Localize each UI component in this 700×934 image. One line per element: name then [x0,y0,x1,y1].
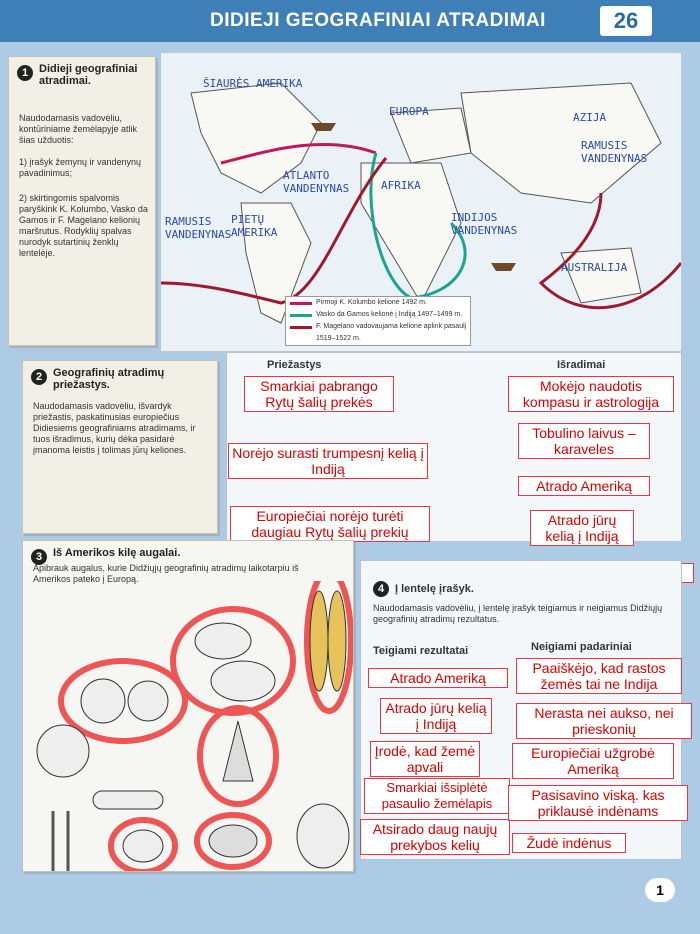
task1-body: Naudodamasis vadovėliu, kontūriniame žemėlapyje atlik šias užduotis: [19,113,138,145]
map-label-north-america: ŠIAURĖS AMERIKA [203,77,303,90]
footer-page-number: 1 [645,878,675,902]
invention-3: Atrado Ameriką [518,476,650,496]
cucumber-icon [93,791,163,809]
cause-1: Smarkiai pabrango Rytų šalių prekės [244,376,394,412]
tobacco-icon [223,721,253,781]
tomato-icon [81,679,125,723]
map-label-australia: AUSTRALIJA [561,261,628,274]
task4-title: Į lentelę įrašyk. [395,583,474,595]
legend-item-columbus [286,297,470,309]
task1-title: Didieji geografiniai atradimai. [39,63,138,87]
col-inventions: Išradimai [557,359,606,371]
task2-number: 2 [31,369,47,385]
wheat-icon [53,811,68,871]
pineapple-icon [297,804,349,868]
task1-number: 1 [17,65,33,81]
task1-step2: 2) skirtingomis spalvomis paryškink K. Kolumbo, Vasko da Gamos ir F. Magelano kelionių maršrutus. Rodyklių spalvas nurodyk sutartinių ženklų lentelėje. [19,193,148,258]
legend-swatch [290,326,312,329]
legend-swatch [290,314,312,317]
cause-2: Norėjo surasti trumpesnį kelią į Indiją [228,443,428,479]
map-legend [285,296,471,346]
map-label-atlantic: ATLANTO VANDENYNAS [283,169,350,195]
task3-body: Apibrauk augalus, kurie Didžiųjų geografinių atradimų laikotarpiu iš Amerikos pateko į Europą. [33,563,299,584]
task3-number: 3 [31,549,47,565]
positive-5: Atsirado daug naujų prekybos kelių [360,819,510,855]
task4-number: 4 [373,581,389,597]
legend-item-gama [286,309,470,321]
pepper-icon [123,830,163,862]
map-label-europe: EUROPA [389,105,429,118]
positive-4: Smarkiai išsiplėtė pasaulio žemėlapis [364,778,510,814]
task3-card [22,540,354,872]
legend-text: Vasko da Gamos kelionė į Indiją 1497–1499 m. [316,311,463,318]
invention-1: Mokėjo naudotis kompasu ir astrologija [508,376,674,412]
negative-5: Žudė indėnus [512,833,626,853]
map-label-pacific-east: RAMUSIS VANDENYNAS [581,139,648,165]
legend-item-magellan [286,321,470,342]
task3-title: Iš Amerikos kilę augalai. [53,547,181,559]
map-label-africa: AFRIKA [381,179,421,192]
invention-2: Tobulino laivus – karaveles [518,423,650,459]
legend-text: F. Magelano vadovaujama kelionė aplink pasaulį 1519–1522 m. [316,323,467,342]
positive-2: Atrado jūrų kelią į Indiją [380,698,492,734]
legend-swatch [290,302,312,305]
page-number-badge: 26 [600,6,652,36]
cabbage-icon [37,725,89,777]
corn-icon [310,591,328,691]
task2-title: Geografinių atradimų priežastys. [53,367,165,391]
map-label-pacific-west: RAMUSIS VANDENYNAS [165,215,232,241]
cause-3: Europiečiai norėjo turėti daugiau Rytų šalių prekių [230,506,430,542]
map-label-indian-ocean: INDIJOS VANDENYNAS [451,211,518,237]
negative-2: Nerasta nei aukso, nei prieskonių [516,703,692,739]
col-positive: Teigiami rezultatai [373,645,469,657]
task2-body: Naudodamasis vadovėliu, išvardyk priežastis, paskatinusias europiečius Didiesiems geografiniams atradimams, ir tuos išradimus, kurių dėka pasidarė įmanoma leistis į tolimas jūrų keliones. [33,401,196,455]
task1-card [8,56,156,346]
map-label-asia: AZIJA [573,111,607,124]
task1-step1: 1) įrašyk žemynų ir vandenynų pavadinimus; [19,157,142,178]
legend-text: Pirmoji K. Kolumbo kelionė 1492 m. [316,299,427,306]
plants-illustration [23,581,353,871]
col-causes: Priežastys [267,359,322,371]
potato-icon [195,623,251,659]
map-label-south-america: PIETŲ AMERIKA [231,213,278,239]
col-negative: Neigiami padariniai [531,641,632,653]
positive-1: Atrado Ameriką [368,668,508,688]
negative-3: Europiečiai užgrobė Ameriką [512,743,674,779]
negative-1: Paaiškėjo, kad rastos žemės tai ne Indija [516,658,682,694]
page-header [0,0,700,42]
invention-4: Atrado jūrų kelią į Indiją [530,510,634,546]
task4-body: Naudodamasis vadovėliu, į lentelę įrašyk teigiamus ir neigiamus Didžiųjų geografinių atradimų rezultatus. [373,603,663,624]
negative-4: Pasisavino viską. kas priklausė indėnams [508,785,688,821]
cocoa-icon [209,825,257,857]
page-title: DIDIEJI GEOGRAFINIAI ATRADIMAI [210,10,546,31]
positive-3: Įrodė, kad žemė apvali [370,741,480,777]
task2-card [22,360,218,534]
